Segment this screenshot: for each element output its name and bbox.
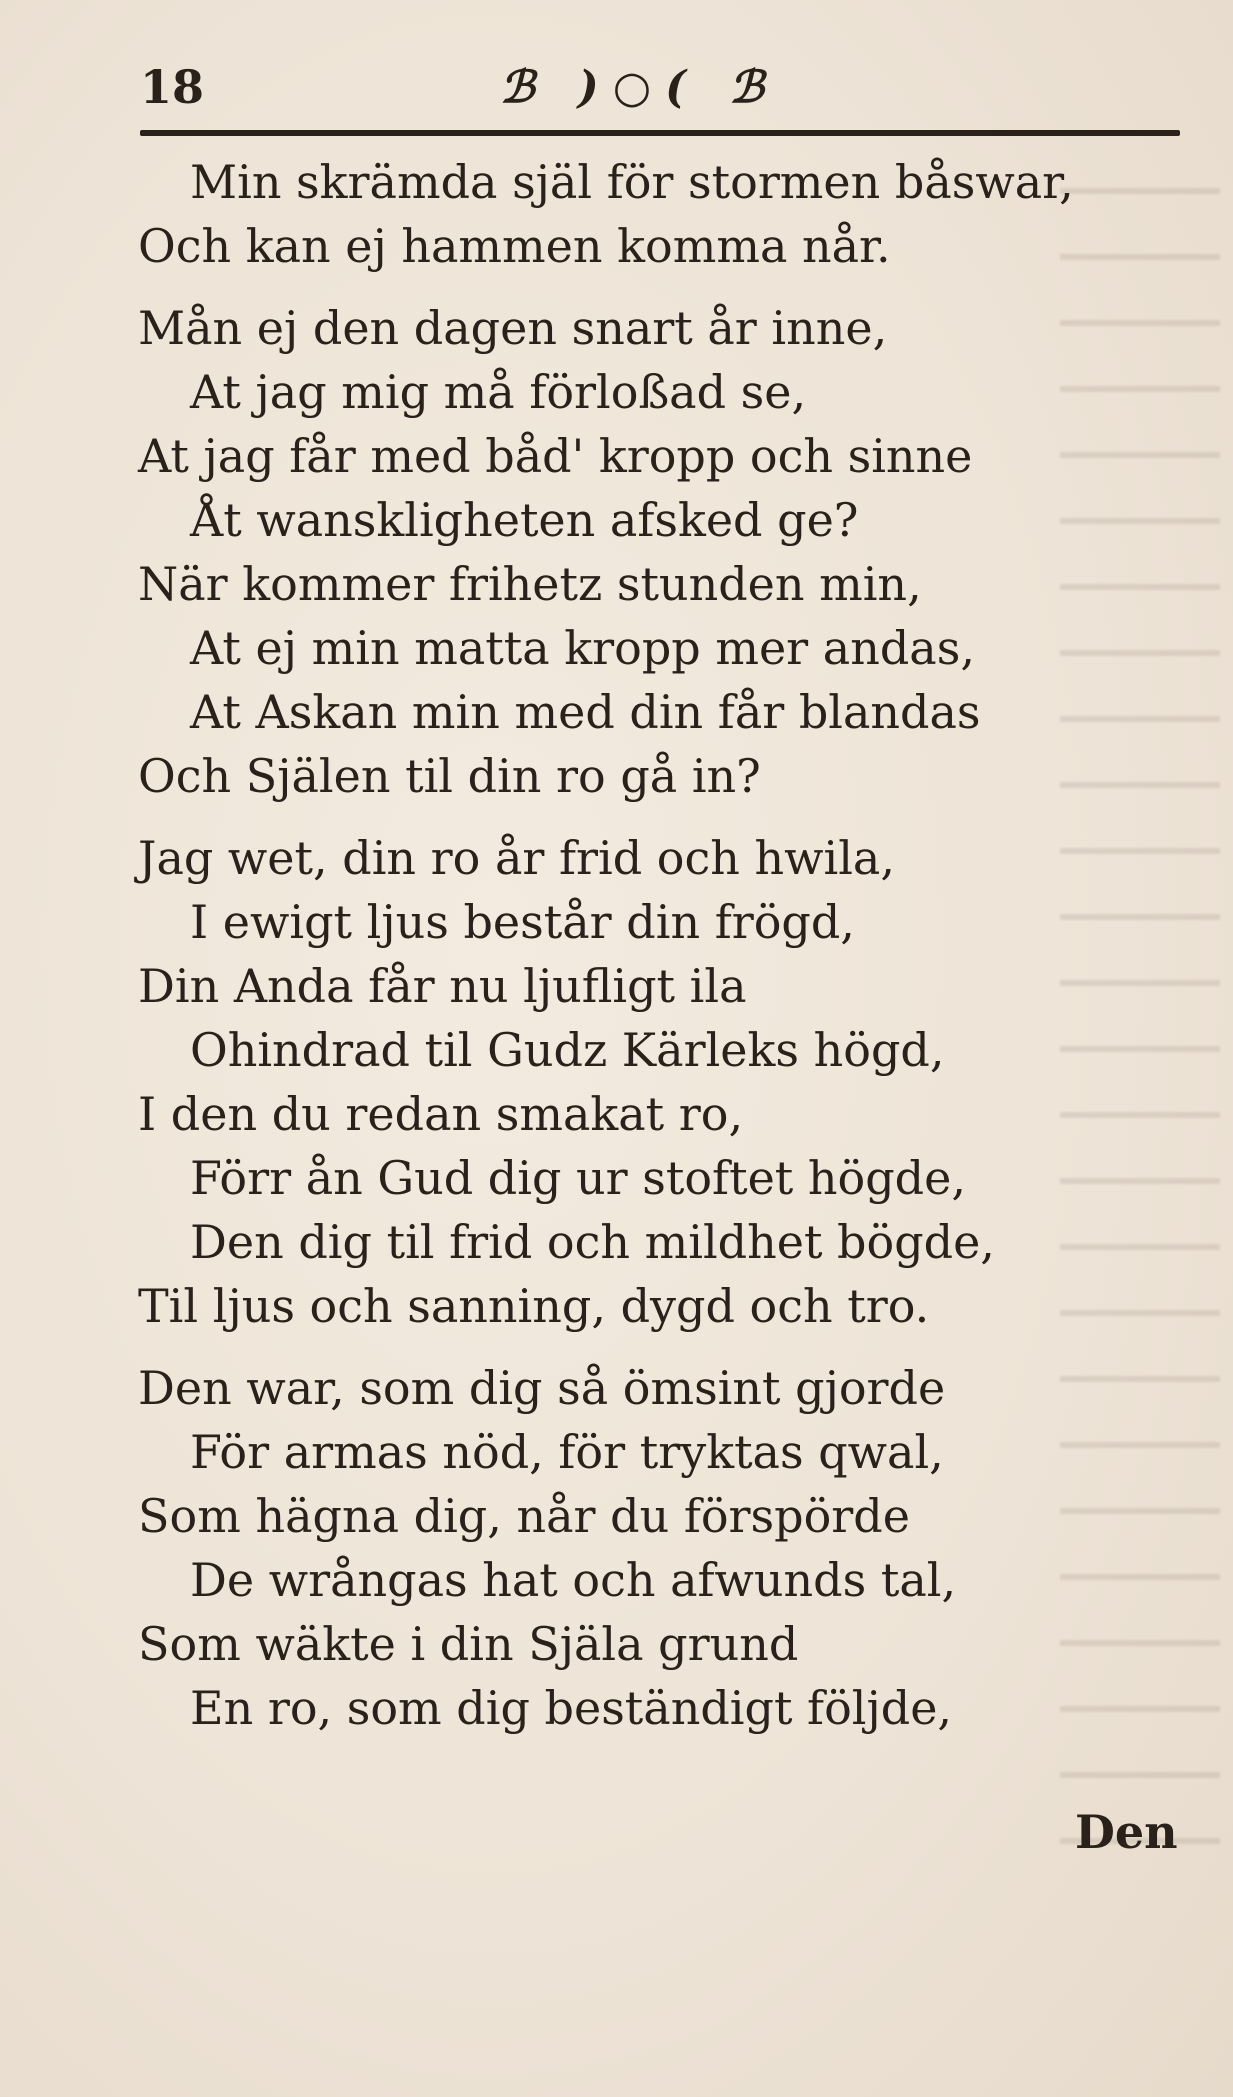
verse-line: För armas nöd, för tryktas qwal, bbox=[190, 1425, 944, 1479]
stanza-2 bbox=[138, 296, 1138, 808]
page-header bbox=[140, 60, 1180, 120]
stanza-3 bbox=[138, 826, 1138, 1338]
verse-line: Åt wanskligheten afsked ge? bbox=[190, 493, 859, 547]
verse-line: Mån ej den dagen snart år inne, bbox=[138, 301, 888, 355]
verse-line: När kommer frihetz stunden min, bbox=[138, 557, 922, 611]
verse-line: Ohindrad til Gudz Kärleks högd, bbox=[190, 1023, 945, 1077]
verse-line: Den war, som dig så ömsint gjorde bbox=[138, 1361, 946, 1415]
verse-line: Min skrämda själ för stormen båswar, bbox=[190, 155, 1074, 209]
verse-line: Jag wet, din ro år frid och hwila, bbox=[138, 831, 895, 885]
poem-text bbox=[138, 150, 1138, 1740]
verse-line: At Askan min med din får blandas bbox=[190, 685, 981, 739]
verse-line: At jag mig må förloßad se, bbox=[190, 365, 807, 419]
stanza-4 bbox=[138, 1356, 1138, 1740]
verse-line: Som wäkte i din Själa grund bbox=[138, 1617, 799, 1671]
header-ornament: ℬ )○( ℬ bbox=[500, 62, 778, 113]
verse-line: Och kan ej hammen komma når. bbox=[138, 219, 891, 273]
verse-line: At ej min matta kropp mer andas, bbox=[190, 621, 975, 675]
catchword: Den bbox=[1075, 1805, 1178, 1859]
page-number: 18 bbox=[140, 60, 205, 114]
stanza-1 bbox=[138, 150, 1138, 278]
verse-line: I den du redan smakat ro, bbox=[138, 1087, 744, 1141]
verse-line: Din Anda får nu ljufligt ila bbox=[138, 959, 747, 1013]
verse-line: En ro, som dig beständigt följde, bbox=[190, 1681, 953, 1735]
verse-line: De wrångas hat och afwunds tal, bbox=[190, 1553, 957, 1607]
verse-line: Förr ån Gud dig ur stoftet högde, bbox=[190, 1151, 966, 1205]
verse-line: I ewigt ljus består din frögd, bbox=[190, 895, 855, 949]
verse-line: Som hägna dig, når du förspörde bbox=[138, 1489, 910, 1543]
verse-line: Och Själen til din ro gå in? bbox=[138, 749, 761, 803]
verse-line: Den dig til frid och mildhet bögde, bbox=[190, 1215, 995, 1269]
header-rule bbox=[140, 130, 1180, 136]
verse-line: At jag får med båd' kropp och sinne bbox=[138, 429, 973, 483]
verse-line: Til ljus och sanning, dygd och tro. bbox=[138, 1279, 930, 1333]
